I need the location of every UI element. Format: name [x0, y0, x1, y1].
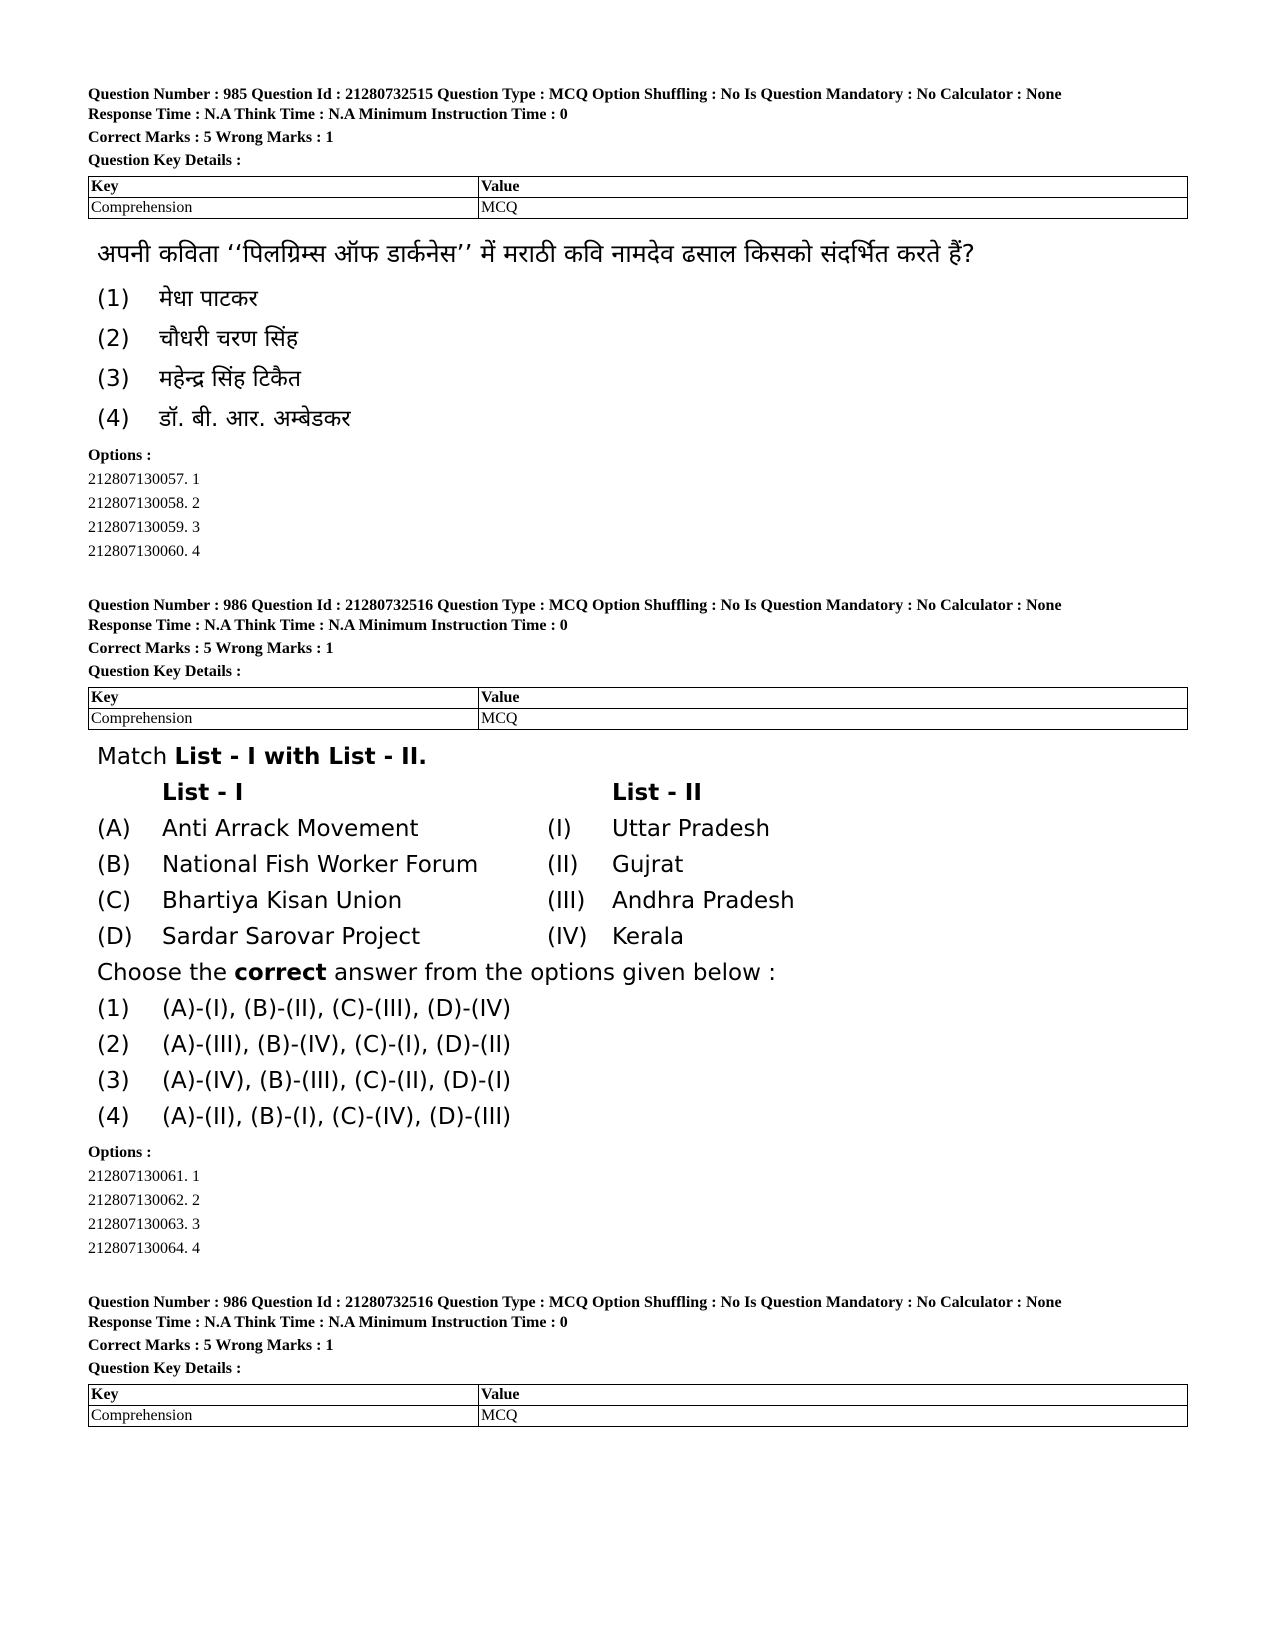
list1-label: (C) [97, 888, 132, 914]
question-text: अपनी कविता ‘‘पिलग्रिम्स ऑफ डार्कनेस’’ में मराठी कवि नामदेव ढसाल किसको संदर्भित करते हैं? [97, 239, 975, 268]
question-marks: Correct Marks : 5 Wrong Marks : 1 [88, 640, 334, 657]
choose-pre: Choose the [97, 960, 235, 986]
question-meta-line1: Question Number : 986 Question Id : 21280732516 Question Type : MCQ Option Shuffling : No Is Question Mandatory : No Calculator : None [88, 597, 1062, 614]
list2-label: (II) [547, 852, 579, 878]
question-986-header [88, 596, 1188, 730]
choice-text: डॉ. बी. आर. अम्बेडकर [159, 406, 351, 432]
option-id: 212807130059. 3 [88, 519, 200, 536]
choose-instruction [97, 960, 776, 986]
list1-label: (D) [97, 924, 133, 950]
choice-number: (1) [97, 286, 130, 312]
table-value-cell: MCQ [479, 198, 1188, 219]
match-intro [97, 744, 427, 770]
choice-number: (3) [97, 1068, 130, 1094]
choice-text: (A)-(IV), (B)-(III), (C)-(II), (D)-(I) [162, 1068, 512, 1094]
choice-text: महेन्द्र सिंह टिकैत [159, 366, 301, 392]
table-key-header: Key [89, 1385, 479, 1406]
table-value-header: Value [479, 1385, 1188, 1406]
question-meta-line1: Question Number : 986 Question Id : 21280732516 Question Type : MCQ Option Shuffling : No Is Question Mandatory : No Calculator : None [88, 1294, 1062, 1311]
table-key-header: Key [89, 177, 479, 198]
key-details-label: Question Key Details : [88, 663, 242, 680]
question-meta-line2: Response Time : N.A Think Time : N.A Minimum Instruction Time : 0 [88, 1314, 568, 1331]
option-id: 212807130060. 4 [88, 543, 200, 560]
choose-bold: correct [234, 960, 327, 986]
option-id: 212807130058. 2 [88, 495, 200, 512]
choice-row [97, 361, 301, 393]
key-details-table [88, 176, 1188, 219]
list2-item: Gujrat [612, 852, 684, 878]
choice-text: (A)-(I), (B)-(II), (C)-(III), (D)-(IV) [162, 996, 512, 1022]
choice-row [97, 401, 351, 433]
table-key-cell: Comprehension [89, 709, 479, 730]
table-key-header: Key [89, 688, 479, 709]
table-key-cell: Comprehension [89, 1406, 479, 1427]
table-value-header: Value [479, 688, 1188, 709]
options-label: Options : [88, 1144, 152, 1161]
question-985-header [88, 85, 1188, 219]
question-marks: Correct Marks : 5 Wrong Marks : 1 [88, 1337, 334, 1354]
option-id: 212807130063. 3 [88, 1216, 200, 1233]
choice-text: (A)-(II), (B)-(I), (C)-(IV), (D)-(III) [162, 1104, 512, 1130]
options-label: Options : [88, 447, 152, 464]
option-id: 212807130064. 4 [88, 1240, 200, 1257]
list2-item: Andhra Pradesh [612, 888, 795, 914]
key-details-label: Question Key Details : [88, 152, 242, 169]
option-id: 212807130061. 1 [88, 1168, 200, 1185]
question-meta-line1: Question Number : 985 Question Id : 21280732515 Question Type : MCQ Option Shuffling : No Is Question Mandatory : No Calculator : None [88, 86, 1062, 103]
list2-label: (I) [547, 816, 572, 842]
choose-post: answer from the options given below : [326, 960, 776, 986]
table-value-cell: MCQ [479, 1406, 1188, 1427]
table-value-header: Value [479, 177, 1188, 198]
choice-text: (A)-(III), (B)-(IV), (C)-(I), (D)-(II) [162, 1032, 512, 1058]
list1-label: (B) [97, 852, 131, 878]
choice-number: (1) [97, 996, 130, 1022]
question-meta-line2: Response Time : N.A Think Time : N.A Minimum Instruction Time : 0 [88, 617, 568, 634]
option-id: 212807130062. 2 [88, 1192, 200, 1209]
choice-text: मेधा पाटकर [159, 286, 258, 312]
list1-item: National Fish Worker Forum [162, 852, 479, 878]
key-details-table [88, 1384, 1188, 1427]
key-details-label: Question Key Details : [88, 1360, 242, 1377]
match-intro-pre: Match [97, 744, 175, 770]
option-id: 212807130057. 1 [88, 471, 200, 488]
choice-number: (2) [97, 1032, 130, 1058]
list2-header: List - II [612, 780, 702, 806]
choice-row [97, 281, 258, 313]
list1-label: (A) [97, 816, 131, 842]
list1-item: Sardar Sarovar Project [162, 924, 421, 950]
list2-label: (IV) [547, 924, 588, 950]
choice-number: (3) [97, 366, 130, 392]
question-marks: Correct Marks : 5 Wrong Marks : 1 [88, 129, 334, 146]
list1-item: Anti Arrack Movement [162, 816, 419, 842]
choice-number: (2) [97, 326, 130, 352]
table-value-cell: MCQ [479, 709, 1188, 730]
choice-text: चौधरी चरण सिंह [159, 326, 299, 352]
key-details-table [88, 687, 1188, 730]
list1-item: Bhartiya Kisan Union [162, 888, 403, 914]
choice-number: (4) [97, 406, 130, 432]
list2-label: (III) [547, 888, 586, 914]
question-986-repeat-header [88, 1293, 1188, 1427]
list2-item: Uttar Pradesh [612, 816, 771, 842]
choice-number: (4) [97, 1104, 130, 1130]
table-key-cell: Comprehension [89, 198, 479, 219]
list1-header: List - I [162, 780, 244, 806]
list2-item: Kerala [612, 924, 685, 950]
choice-row [97, 321, 298, 353]
question-meta-line2: Response Time : N.A Think Time : N.A Minimum Instruction Time : 0 [88, 106, 568, 123]
match-intro-bold: List - I with List - II. [174, 744, 427, 770]
